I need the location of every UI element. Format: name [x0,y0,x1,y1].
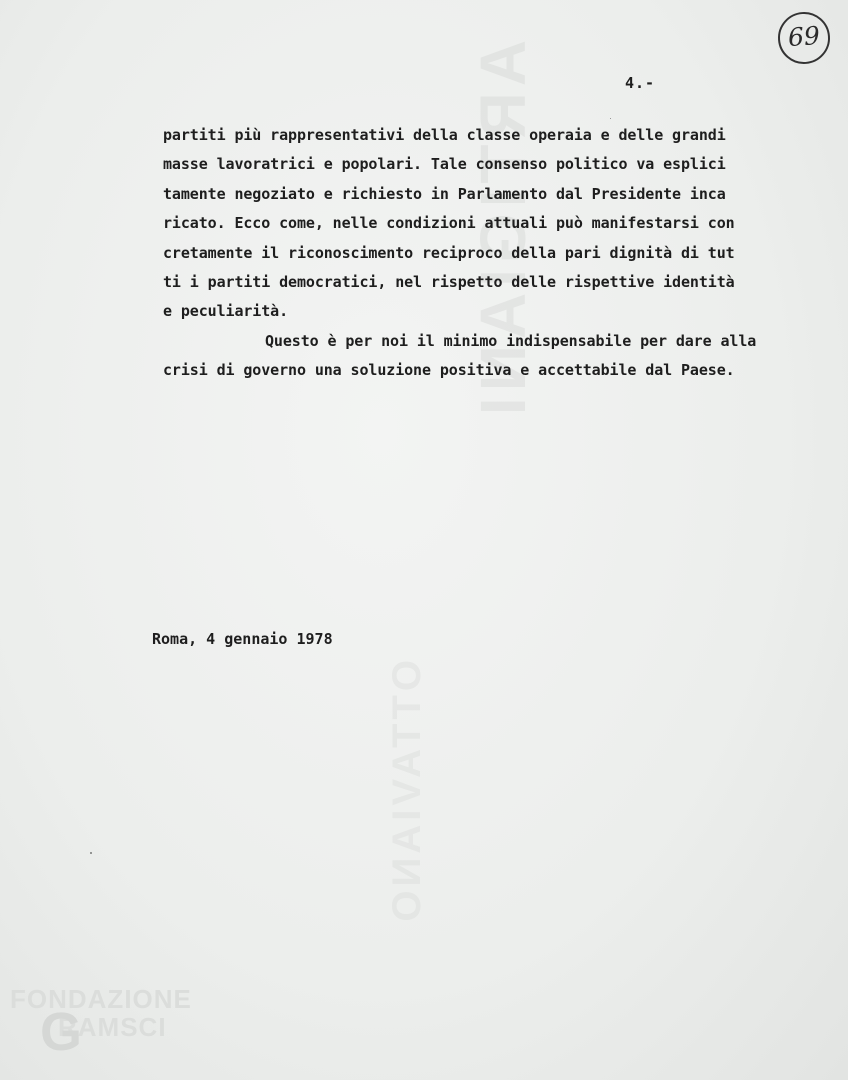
archive-number-stamp: 69 [776,10,832,66]
fondazione-gramsci-watermark [10,984,192,1062]
g-logo-icon: G [40,1002,84,1062]
paper-speck [610,118,611,119]
text-line: masse lavoratrici e popolari. Tale consenso politico va esplici [163,155,726,174]
page-number: 4.- [625,74,656,92]
watermark-line-2-text: RAMSCI [58,1012,167,1042]
text-line: cretamente il riconoscimento reciproco della pari dignità di tut [163,243,735,262]
watermark-line-1: FONDAZIONE [10,984,192,1014]
bleed-through-small: OTTAVIANO [385,660,429,926]
paper-speck [90,852,92,854]
text-line: Questo è per noi il minimo indispensabile per dare alla [265,331,757,350]
text-line: tamente negoziato e richiesto in Parlamento dal Presidente inca [163,184,726,203]
text-line: partiti più rappresentativi della classe operaia e delle grandi [163,126,726,144]
text-line: e peculiarità. [163,302,289,321]
body-text [163,121,823,386]
watermark-line-2 [10,1002,192,1062]
text-line: ricato. Ecco come, nelle condizioni attuali può manifestarsi con [163,214,735,233]
text-line: ti i partiti democratici, nel rispetto delle rispettive identità [163,272,735,291]
text-line: crisi di governo una soluzione positiva e accettabile dal Paese. [163,361,735,380]
bleed-through-big: ARTIGIANI [467,40,539,422]
place-date: Roma, 4 gennaio 1978 [152,630,333,648]
